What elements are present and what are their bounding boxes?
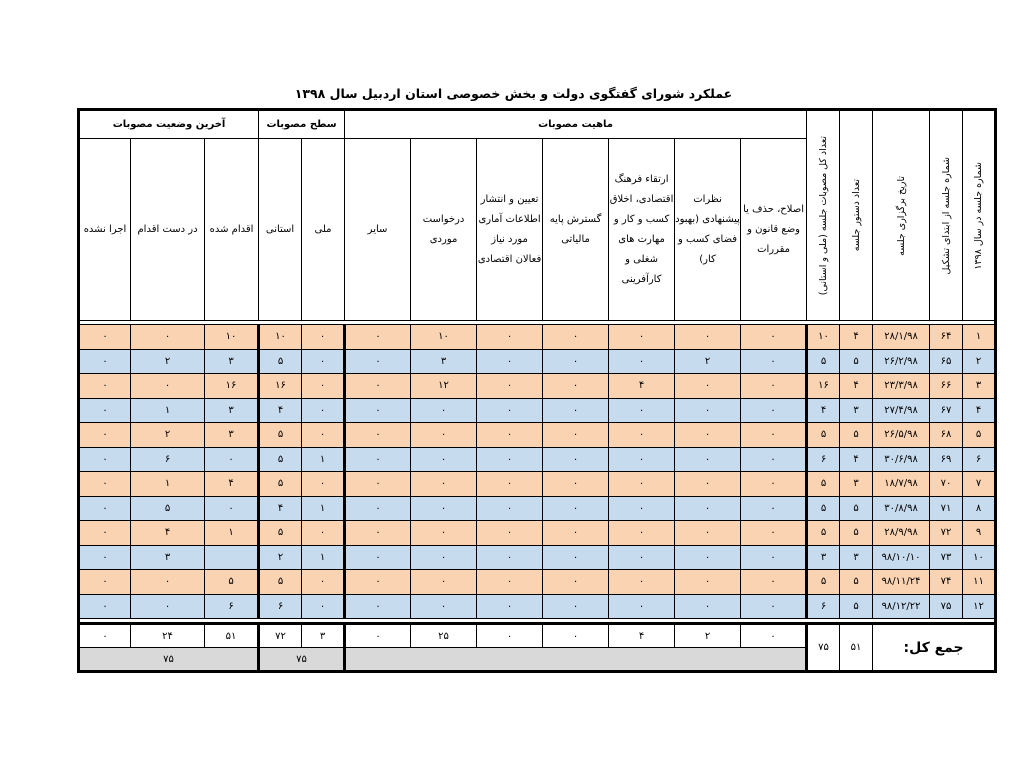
cell-status-done: ۳	[205, 349, 259, 374]
cell-status-not-done: ۰	[79, 496, 131, 521]
header-nature-culture: ارتقاء فرهنگ اقتصادی، اخلاق کسب و کار و مهارت های شغلی و کارآفرینی	[609, 139, 675, 321]
sums-status: ۷۵	[79, 648, 259, 672]
header-row-since-start: شماره جلسه از ابتدای تشکیل	[930, 110, 963, 321]
cell-row-since-start: ۶۹	[930, 447, 963, 472]
cell-nature-culture: ۰	[609, 325, 675, 350]
table-row	[79, 447, 996, 472]
cell-nature-other: ۰	[345, 545, 411, 570]
cell-nature-business: ۰	[675, 594, 741, 619]
cell-row-since-start: ۶۷	[930, 398, 963, 423]
cell-total-approvals: ۵	[807, 521, 840, 546]
cell-level-provincial: ۵	[259, 423, 302, 448]
cell-nature-law: ۰	[741, 325, 807, 350]
cell-level-provincial: ۵	[259, 521, 302, 546]
cell-level-national: ۱	[302, 545, 345, 570]
table-row	[79, 325, 996, 350]
cell-date: ۹۸/۱۲/۲۲	[873, 594, 930, 619]
cell-total-approvals: ۶	[807, 447, 840, 472]
cell-status-done: ۴	[205, 472, 259, 497]
cell-agenda-count: ۳	[840, 472, 873, 497]
cell-nature-request: ۰	[411, 472, 477, 497]
cell-nature-request: ۱۲	[411, 374, 477, 399]
cell-row-since-start: ۷۵	[930, 594, 963, 619]
cell-total-approvals: ۴	[807, 398, 840, 423]
cell-date: ۹۸/۱۱/۲۴	[873, 570, 930, 595]
header-status-not-done: اجرا نشده	[79, 139, 131, 321]
cell-date: ۲۶/۵/۹۸	[873, 423, 930, 448]
cell-nature-culture: ۰	[609, 472, 675, 497]
cell-status-in-progress: ۰	[131, 325, 205, 350]
cell-level-provincial: ۱۰	[259, 325, 302, 350]
cell-total-approvals: ۱۰	[807, 325, 840, 350]
cell-nature-business: ۰	[675, 398, 741, 423]
cell-nature-law: ۰	[741, 570, 807, 595]
totals-status-done: ۵۱	[205, 624, 259, 648]
cell-level-provincial: ۵	[259, 570, 302, 595]
cell-total-approvals: ۵	[807, 472, 840, 497]
totals-level-provincial: ۷۲	[259, 624, 302, 648]
totals-approvals: ۷۵	[807, 624, 840, 672]
cell-status-in-progress: ۰	[131, 374, 205, 399]
table-row	[79, 349, 996, 374]
cell-nature-business: ۰	[675, 423, 741, 448]
totals-status-in-progress: ۲۴	[131, 624, 205, 648]
table-row	[79, 594, 996, 619]
cell-nature-request: ۱۰	[411, 325, 477, 350]
cell-nature-business: ۰	[675, 545, 741, 570]
cell-level-national: ۰	[302, 423, 345, 448]
cell-row-since-start: ۷۲	[930, 521, 963, 546]
cell-status-done: ۶	[205, 594, 259, 619]
header-nature-business: نظرات پیشنهادی (بهبود فضای کسب و کار)	[675, 139, 741, 321]
header-total-approvals: تعداد کل مصوبات جلسه (ملی و استانی)	[807, 110, 840, 321]
cell-status-done: ۰	[205, 447, 259, 472]
table-row	[79, 496, 996, 521]
cell-nature-law: ۰	[741, 398, 807, 423]
cell-nature-culture: ۰	[609, 447, 675, 472]
approvals-table	[77, 108, 997, 673]
cell-row-since-start: ۶۴	[930, 325, 963, 350]
cell-nature-stats: ۰	[477, 447, 543, 472]
cell-status-in-progress: ۰	[131, 594, 205, 619]
cell-status-not-done: ۰	[79, 545, 131, 570]
totals-nature-stats: ۰	[477, 624, 543, 648]
cell-status-done: ۳	[205, 423, 259, 448]
cell-nature-culture: ۴	[609, 374, 675, 399]
cell-total-approvals: ۳	[807, 545, 840, 570]
cell-level-provincial: ۴	[259, 496, 302, 521]
cell-nature-stats: ۰	[477, 349, 543, 374]
header-level-group: سطح مصوبات	[259, 110, 345, 139]
cell-nature-request: ۰	[411, 496, 477, 521]
cell-status-not-done: ۰	[79, 472, 131, 497]
cell-agenda-count: ۵	[840, 570, 873, 595]
table-row	[79, 570, 996, 595]
header-level-national: ملی	[302, 139, 345, 321]
cell-nature-business: ۰	[675, 374, 741, 399]
header-level-provincial: استانی	[259, 139, 302, 321]
header-date: تاریخ برگزاری جلسه	[873, 110, 930, 321]
cell-level-national: ۰	[302, 374, 345, 399]
cell-nature-law: ۰	[741, 545, 807, 570]
cell-nature-tax: ۰	[543, 594, 609, 619]
cell-row-in-year: ۲	[963, 349, 996, 374]
cell-row-in-year: ۸	[963, 496, 996, 521]
cell-nature-business: ۰	[675, 570, 741, 595]
cell-nature-business: ۰	[675, 447, 741, 472]
cell-status-not-done: ۰	[79, 374, 131, 399]
cell-level-national: ۰	[302, 594, 345, 619]
totals-nature-culture: ۴	[609, 624, 675, 648]
cell-date: ۲۸/۹/۹۸	[873, 521, 930, 546]
cell-row-in-year: ۱	[963, 325, 996, 350]
cell-nature-stats: ۰	[477, 521, 543, 546]
table-row	[79, 423, 996, 448]
cell-status-not-done: ۰	[79, 423, 131, 448]
cell-nature-culture: ۰	[609, 423, 675, 448]
cell-level-national: ۰	[302, 570, 345, 595]
cell-agenda-count: ۳	[840, 398, 873, 423]
cell-date: ۹۸/۱۰/۱۰	[873, 545, 930, 570]
cell-agenda-count: ۵	[840, 349, 873, 374]
cell-status-done: ۵	[205, 570, 259, 595]
cell-status-not-done: ۰	[79, 398, 131, 423]
totals-nature-request: ۲۵	[411, 624, 477, 648]
cell-nature-business: ۰	[675, 472, 741, 497]
cell-nature-culture: ۰	[609, 570, 675, 595]
cell-nature-other: ۰	[345, 472, 411, 497]
cell-nature-other: ۰	[345, 447, 411, 472]
header-status-group: آخرین وضعیت مصوبات	[79, 110, 259, 139]
cell-level-national: ۱	[302, 496, 345, 521]
cell-nature-stats: ۰	[477, 472, 543, 497]
cell-row-in-year: ۱۱	[963, 570, 996, 595]
cell-nature-other: ۰	[345, 594, 411, 619]
header-row-in-year: شماره جلسه در سال ۱۳۹۸	[963, 110, 996, 321]
totals-nature-business: ۲	[675, 624, 741, 648]
cell-level-provincial: ۵	[259, 447, 302, 472]
cell-nature-business: ۲	[675, 349, 741, 374]
cell-level-provincial: ۵	[259, 349, 302, 374]
cell-row-since-start: ۷۰	[930, 472, 963, 497]
header-nature-stats: تعیین و انتشار اطلاعات آماری مورد نیاز فعالان اقتصادی	[477, 139, 543, 321]
header-status-in-progress: در دست اقدام	[131, 139, 205, 321]
cell-row-since-start: ۷۱	[930, 496, 963, 521]
cell-level-national: ۱	[302, 447, 345, 472]
cell-nature-tax: ۰	[543, 472, 609, 497]
cell-nature-stats: ۰	[477, 570, 543, 595]
cell-level-national: ۰	[302, 349, 345, 374]
cell-nature-business: ۰	[675, 496, 741, 521]
cell-row-in-year: ۱۰	[963, 545, 996, 570]
header-nature-law: اصلاح، حذف یا وضع قانون و مقررات	[741, 139, 807, 321]
table-row	[79, 374, 996, 399]
cell-agenda-count: ۴	[840, 325, 873, 350]
cell-nature-tax: ۰	[543, 545, 609, 570]
sums-nature-blank	[345, 648, 807, 672]
cell-total-approvals: ۵	[807, 349, 840, 374]
cell-status-in-progress: ۳	[131, 545, 205, 570]
cell-agenda-count: ۳	[840, 545, 873, 570]
cell-total-approvals: ۵	[807, 570, 840, 595]
cell-row-since-start: ۶۵	[930, 349, 963, 374]
cell-agenda-count: ۴	[840, 374, 873, 399]
cell-status-done: ۰	[205, 496, 259, 521]
cell-nature-tax: ۰	[543, 447, 609, 472]
cell-status-in-progress: ۲	[131, 349, 205, 374]
cell-nature-stats: ۰	[477, 398, 543, 423]
cell-status-not-done: ۰	[79, 349, 131, 374]
cell-agenda-count: ۴	[840, 447, 873, 472]
cell-status-done: ۱۶	[205, 374, 259, 399]
cell-nature-tax: ۰	[543, 374, 609, 399]
cell-row-in-year: ۶	[963, 447, 996, 472]
cell-nature-culture: ۰	[609, 594, 675, 619]
cell-nature-culture: ۰	[609, 398, 675, 423]
cell-status-not-done: ۰	[79, 521, 131, 546]
cell-total-approvals: ۶	[807, 594, 840, 619]
cell-nature-law: ۰	[741, 349, 807, 374]
totals-nature-law: ۰	[741, 624, 807, 648]
cell-nature-law: ۰	[741, 496, 807, 521]
cell-level-national: ۰	[302, 472, 345, 497]
table-row	[79, 472, 996, 497]
cell-nature-tax: ۰	[543, 349, 609, 374]
cell-nature-tax: ۰	[543, 423, 609, 448]
cell-nature-request: ۰	[411, 545, 477, 570]
cell-nature-other: ۰	[345, 496, 411, 521]
cell-row-since-start: ۶۶	[930, 374, 963, 399]
cell-status-in-progress: ۲	[131, 423, 205, 448]
cell-row-since-start: ۷۴	[930, 570, 963, 595]
totals-row	[79, 624, 996, 648]
cell-date: ۲۸/۱/۹۸	[873, 325, 930, 350]
cell-row-since-start: ۷۳	[930, 545, 963, 570]
cell-nature-request: ۰	[411, 594, 477, 619]
cell-status-done: ۱۰	[205, 325, 259, 350]
cell-level-provincial: ۴	[259, 398, 302, 423]
cell-nature-business: ۰	[675, 325, 741, 350]
cell-level-national: ۰	[302, 325, 345, 350]
cell-status-in-progress: ۱	[131, 398, 205, 423]
cell-level-provincial: ۱۶	[259, 374, 302, 399]
cell-row-in-year: ۱۲	[963, 594, 996, 619]
cell-nature-request: ۰	[411, 423, 477, 448]
cell-date: ۲۳/۳/۹۸	[873, 374, 930, 399]
cell-row-in-year: ۵	[963, 423, 996, 448]
cell-nature-other: ۰	[345, 398, 411, 423]
cell-nature-tax: ۰	[543, 398, 609, 423]
totals-label: جمع کل:	[873, 624, 996, 672]
cell-nature-stats: ۰	[477, 423, 543, 448]
page-title: عملکرد شورای گفتگوی دولت و بخش خصوصی استان اردبیل سال ۱۳۹۸	[294, 86, 733, 101]
cell-total-approvals: ۵	[807, 423, 840, 448]
cell-nature-other: ۰	[345, 374, 411, 399]
cell-agenda-count: ۵	[840, 423, 873, 448]
cell-level-provincial: ۶	[259, 594, 302, 619]
cell-level-national: ۰	[302, 398, 345, 423]
cell-row-in-year: ۴	[963, 398, 996, 423]
cell-nature-business: ۰	[675, 521, 741, 546]
totals-status-not-done: ۰	[79, 624, 131, 648]
cell-nature-stats: ۰	[477, 594, 543, 619]
cell-status-in-progress: ۶	[131, 447, 205, 472]
cell-nature-stats: ۰	[477, 545, 543, 570]
cell-date: ۲۶/۲/۹۸	[873, 349, 930, 374]
cell-nature-culture: ۰	[609, 545, 675, 570]
cell-nature-law: ۰	[741, 447, 807, 472]
totals-nature-other: ۰	[345, 624, 411, 648]
cell-nature-other: ۰	[345, 521, 411, 546]
cell-nature-law: ۰	[741, 521, 807, 546]
cell-status-not-done: ۰	[79, 447, 131, 472]
cell-level-provincial: ۵	[259, 472, 302, 497]
cell-status-in-progress: ۵	[131, 496, 205, 521]
cell-date: ۲۷/۴/۹۸	[873, 398, 930, 423]
cell-nature-tax: ۰	[543, 570, 609, 595]
cell-date: ۱۸/۷/۹۸	[873, 472, 930, 497]
totals-level-national: ۳	[302, 624, 345, 648]
cell-nature-request: ۳	[411, 349, 477, 374]
cell-status-not-done: ۰	[79, 570, 131, 595]
table-row	[79, 398, 996, 423]
cell-row-in-year: ۷	[963, 472, 996, 497]
cell-row-in-year: ۳	[963, 374, 996, 399]
cell-date: ۳۰/۸/۹۸	[873, 496, 930, 521]
cell-nature-stats: ۰	[477, 374, 543, 399]
cell-status-in-progress: ۰	[131, 570, 205, 595]
header-agenda-count: تعداد دستور جلسه	[840, 110, 873, 321]
cell-nature-other: ۰	[345, 325, 411, 350]
totals-nature-tax: ۰	[543, 624, 609, 648]
cell-nature-law: ۰	[741, 423, 807, 448]
cell-nature-culture: ۰	[609, 349, 675, 374]
cell-status-done: ۱	[205, 521, 259, 546]
header-nature-request: درخواست موردی	[411, 139, 477, 321]
cell-status-done	[205, 545, 259, 570]
cell-nature-tax: ۰	[543, 496, 609, 521]
table-row	[79, 545, 996, 570]
cell-level-provincial: ۲	[259, 545, 302, 570]
cell-row-since-start: ۶۸	[930, 423, 963, 448]
cell-status-in-progress: ۱	[131, 472, 205, 497]
cell-nature-culture: ۰	[609, 521, 675, 546]
cell-nature-stats: ۰	[477, 496, 543, 521]
cell-nature-law: ۰	[741, 374, 807, 399]
cell-date: ۳۰/۶/۹۸	[873, 447, 930, 472]
cell-nature-request: ۰	[411, 447, 477, 472]
cell-nature-law: ۰	[741, 594, 807, 619]
cell-total-approvals: ۱۶	[807, 374, 840, 399]
cell-status-not-done: ۰	[79, 325, 131, 350]
cell-status-in-progress: ۴	[131, 521, 205, 546]
cell-status-not-done: ۰	[79, 594, 131, 619]
header-nature-other: سایر	[345, 139, 411, 321]
cell-nature-stats: ۰	[477, 325, 543, 350]
totals-agenda: ۵۱	[840, 624, 873, 672]
header-nature-group: ماهیت مصوبات	[345, 110, 807, 139]
cell-agenda-count: ۵	[840, 594, 873, 619]
cell-nature-law: ۰	[741, 472, 807, 497]
cell-nature-culture: ۰	[609, 496, 675, 521]
cell-row-in-year: ۹	[963, 521, 996, 546]
cell-nature-other: ۰	[345, 423, 411, 448]
cell-status-done: ۳	[205, 398, 259, 423]
cell-nature-other: ۰	[345, 570, 411, 595]
cell-nature-other: ۰	[345, 349, 411, 374]
cell-nature-request: ۰	[411, 398, 477, 423]
cell-agenda-count: ۵	[840, 521, 873, 546]
cell-agenda-count: ۵	[840, 496, 873, 521]
cell-nature-request: ۰	[411, 521, 477, 546]
cell-nature-tax: ۰	[543, 521, 609, 546]
sums-level: ۷۵	[259, 648, 345, 672]
cell-total-approvals: ۵	[807, 496, 840, 521]
header-nature-tax: گسترش پایه مالیاتی	[543, 139, 609, 321]
header-status-done: اقدام شده	[205, 139, 259, 321]
cell-nature-tax: ۰	[543, 325, 609, 350]
cell-level-national: ۰	[302, 521, 345, 546]
table-row	[79, 521, 996, 546]
cell-nature-request: ۰	[411, 570, 477, 595]
